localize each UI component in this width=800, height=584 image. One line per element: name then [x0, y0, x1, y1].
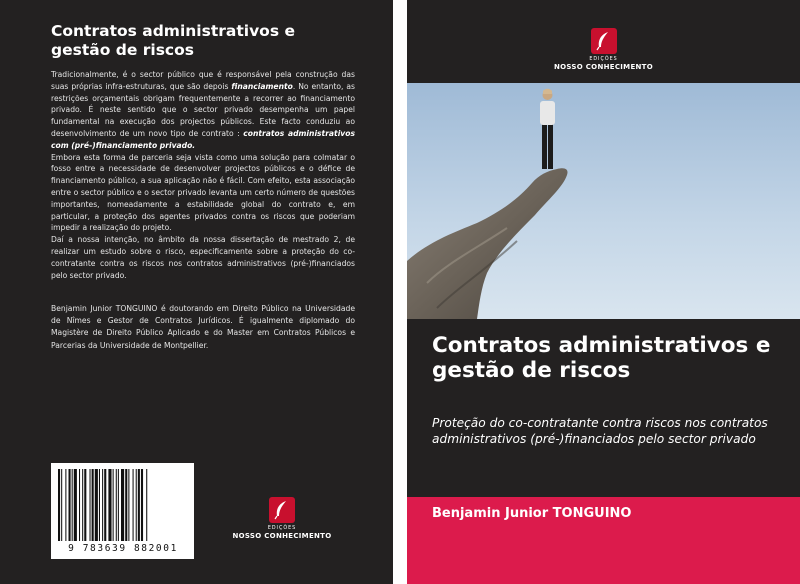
description-emphasis: contratos administrativos com (pré-)financiamento privado.	[51, 128, 355, 150]
back-cover-title: Contratos administrativos e gestão de riscos	[51, 22, 295, 59]
publisher-small-label: EDIÇÕES	[267, 526, 297, 531]
back-cover-description	[51, 69, 355, 281]
publisher-logo	[222, 497, 342, 540]
author-name: Benjamin Junior TONGUINO	[432, 506, 632, 521]
description-paragraph-1	[51, 69, 355, 152]
front-cover	[407, 0, 800, 584]
description-paragraph-3: Daí a nossa intenção, no âmbito da nossa dissertação de mestrado 2, de realizar um estudo sobre o risco, especificamente sobre a proteção do co-contratante contra os riscos nos contratos administrativos (pré-)financiados pelo sector privado.	[51, 235, 355, 280]
publisher-name: NOSSO CONHECIMENTO	[232, 532, 332, 540]
feather-icon	[591, 28, 617, 54]
description-text: Tradicionalmente, é o sector público que é responsável pela construção das suas próprias infra-estruturas, que são depois	[51, 70, 355, 91]
feather-icon	[269, 497, 295, 523]
isbn-digits: 9 783639 882001	[68, 543, 178, 554]
description-text: . No entanto, as restrições orçamentais obrigam frequentemente a recorrer ao financiamento privado. É neste sentido que o sector privado desempenha um papel fundamental na execução dos projectos públicos. Este facto conduziu ao desenvolvimento de um novo tipo de contrato :	[51, 81, 355, 138]
front-cover-subtitle: Proteção do co-contratante contra riscos nos contratos administrativos (pré-)financiados pelo sector privado	[432, 416, 768, 446]
barcode-bars	[56, 469, 189, 542]
publisher-logo	[537, 28, 670, 71]
publisher-name: NOSSO CONHECIMENTO	[553, 63, 654, 71]
author-band	[407, 497, 800, 584]
description-emphasis: financiamento	[231, 81, 293, 91]
publisher-small-label: EDIÇÕES	[589, 57, 618, 62]
front-cover-title: Contratos administrativos e gestão de riscos	[432, 333, 771, 383]
back-cover	[0, 0, 393, 584]
cover-photo	[407, 83, 800, 319]
author-bio: Benjamin Junior TONGUINO é doutorando em Direito Público na Universidade de Nîmes e Gestor de Contratos Jurídicos. É igualmente diplomado do Magistère de Direito Público Aplicado e do Master em Contratos Públicos e Parcerias da Universidade de Montpellier.	[51, 304, 355, 350]
description-paragraph-2: Embora esta forma de parceria seja vista como uma solução para colmatar o fosso entre a necessidade de desenvolver projectos públicos e o défice de financiamento público, a sua aplicação não é fácil. Com efeito, esta associação entre o sector público e o sector privado levanta um certo número de questões importantes, nomeadamente a estabilidade global do contrato e, em particular, a proteção dos agentes privados contra os riscos que poderiam impedir a realização do projeto.	[51, 152, 355, 233]
isbn-barcode	[51, 463, 194, 559]
spine	[393, 0, 407, 584]
